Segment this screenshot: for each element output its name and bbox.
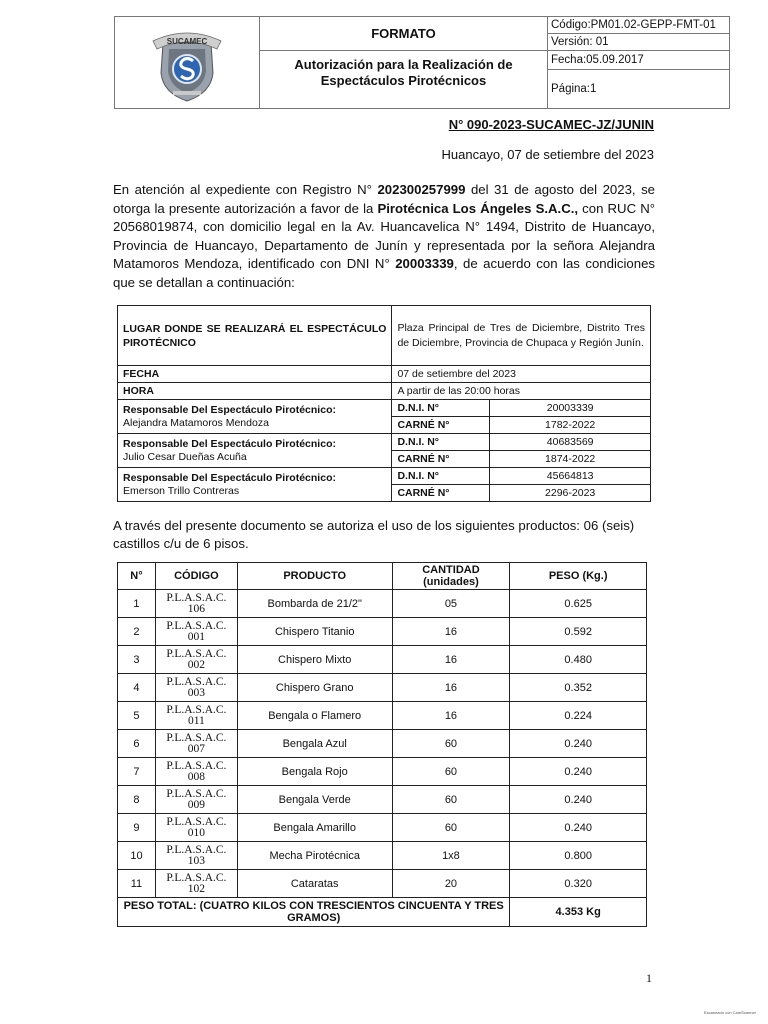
carne-label: CARNÉ N° (392, 451, 490, 468)
responsable-row (118, 400, 651, 417)
total-label: PESO TOTAL: (CUATRO KILOS CON TRESCIENTOS CINCUENTA Y TRES GRAMOS) (118, 898, 510, 927)
row-number: 6 (118, 730, 156, 758)
place-date: Huancayo, 07 de setiembre del 2023 (441, 147, 654, 162)
formato-label: FORMATO (260, 17, 547, 51)
product-weight: 0.352 (510, 674, 647, 702)
lugar-label: LUGAR DONDE SE REALIZARÁ EL ESPECTÁCULO PIROTÉCNICO (118, 306, 392, 366)
product-name: Bengala Azul (237, 730, 392, 758)
product-row (118, 646, 647, 674)
responsable-cell (118, 400, 392, 434)
version-text: Versión: 01 (548, 34, 729, 51)
col-header: N° (118, 563, 156, 590)
dni-value: 40683569 (490, 434, 651, 451)
paragraph-text: En atención al expediente con Registro N° (113, 182, 378, 197)
paragraph-text: , de acuerdo con las condiciones que se detallan a continuación: (113, 256, 656, 290)
total-row (118, 898, 647, 927)
lugar-value: Plaza Principal de Tres de Diciembre, Distrito Tres de Diciembre, Provincia de Chupaca y Región Junín. (392, 306, 651, 366)
responsable-name: Emerson Trillo Contreras (123, 484, 240, 497)
product-quantity: 60 (392, 814, 510, 842)
logo-text: SUCAMEC (166, 37, 208, 46)
row-number: 5 (118, 702, 156, 730)
product-weight: 0.240 (510, 786, 647, 814)
product-code: P.L.A.S.A.C. 008 (155, 758, 237, 786)
carne-label: CARNÉ N° (392, 417, 490, 434)
product-quantity: 20 (392, 870, 510, 898)
product-weight: 0.240 (510, 814, 647, 842)
row-number: 11 (118, 870, 156, 898)
product-weight: 0.224 (510, 702, 647, 730)
col-header: PESO (Kg.) (510, 563, 647, 590)
row-number: 1 (118, 590, 156, 618)
product-weight: 0.240 (510, 730, 647, 758)
product-row (118, 702, 647, 730)
product-code: P.L.A.S.A.C. 102 (155, 870, 237, 898)
product-code: P.L.A.S.A.C. 001 (155, 618, 237, 646)
product-name: Bengala o Flamero (237, 702, 392, 730)
company-name: Pirotécnica Los Ángeles S.A.C., (377, 200, 579, 216)
row-number: 7 (118, 758, 156, 786)
responsable-row (118, 434, 651, 451)
product-row (118, 870, 647, 898)
carne-label: CARNÉ N° (392, 485, 490, 502)
product-code: P.L.A.S.A.C. 002 (155, 646, 237, 674)
fecha-row (118, 366, 651, 383)
hora-row (118, 383, 651, 400)
header-title-cell (260, 17, 548, 108)
product-weight: 0.240 (510, 758, 647, 786)
col-header: CÓDIGO (155, 563, 237, 590)
responsable-cell (118, 434, 392, 468)
sucamec-logo (115, 17, 259, 108)
dni-label: D.N.I. N° (392, 468, 490, 485)
product-weight: 0.592 (510, 618, 647, 646)
products-table (117, 562, 647, 927)
responsable-name: Alejandra Matamoros Mendoza (123, 416, 269, 429)
dni-value: 45664813 (490, 468, 651, 485)
dni-value: 20003339 (490, 400, 651, 417)
dni-number: 20003339 (395, 256, 454, 271)
reference-number: N° 090-2023-SUCAMEC-JZ/JUNIN (448, 117, 654, 132)
fecha-value: 07 de setiembre del 2023 (392, 366, 651, 383)
document-title: Autorización para la Realización de Espectáculos Pirotécnicos (294, 57, 513, 88)
product-row (118, 786, 647, 814)
products-intro: A través del presente documento se autoriza el uso de los siguientes productos: 06 (seis) castillos c/u de 6 pisos. (113, 518, 635, 551)
product-quantity: 60 (392, 758, 510, 786)
product-quantity: 16 (392, 674, 510, 702)
col-header: PRODUCTO (237, 563, 392, 590)
carne-value: 1874-2022 (490, 451, 651, 468)
responsable-label: Responsable Del Espectáculo Pirotécnico: (123, 403, 336, 416)
product-row (118, 758, 647, 786)
pagina-text: Página:1 (551, 83, 597, 95)
product-quantity: 60 (392, 786, 510, 814)
product-code: P.L.A.S.A.C. 009 (155, 786, 237, 814)
event-info-table (117, 305, 651, 502)
fecha-text: Fecha:05.09.2017 (548, 51, 729, 70)
product-quantity: 16 (392, 702, 510, 730)
paragraph-text: del 31 de agosto del 2023, se otorga la presente autorización a favor de la (113, 182, 655, 216)
products-body (118, 590, 647, 898)
product-weight: 0.320 (510, 870, 647, 898)
product-name: Bengala Amarillo (237, 814, 392, 842)
product-code: P.L.A.S.A.C. 011 (155, 702, 237, 730)
row-number: 9 (118, 814, 156, 842)
logo-cell (115, 17, 260, 108)
hora-value: A partir de las 20:00 horas (392, 383, 651, 400)
lugar-row (118, 306, 651, 366)
product-row (118, 814, 647, 842)
responsable-name: Julio Cesar Dueñas Acuña (123, 450, 247, 463)
product-name: Mecha Pirotécnica (237, 842, 392, 870)
carne-value: 2296-2023 (490, 485, 651, 502)
codigo-text: Código:PM01.02-GEPP-FMT-01 (548, 17, 729, 34)
row-number: 10 (118, 842, 156, 870)
total-value: 4.353 Kg (510, 898, 647, 927)
registro-number: 202300257999 (377, 182, 466, 197)
product-name: Chispero Grano (237, 674, 392, 702)
product-code: P.L.A.S.A.C. 106 (155, 590, 237, 618)
product-name: Bengala Verde (237, 786, 392, 814)
product-name: Chispero Titanio (237, 618, 392, 646)
product-weight: 0.480 (510, 646, 647, 674)
row-number: 2 (118, 618, 156, 646)
product-row (118, 842, 647, 870)
page-number: 1 (646, 971, 652, 985)
product-row (118, 674, 647, 702)
product-row (118, 730, 647, 758)
product-row (118, 618, 647, 646)
dni-label: D.N.I. N° (392, 400, 490, 417)
responsable-row (118, 468, 651, 485)
product-code: P.L.A.S.A.C. 010 (155, 814, 237, 842)
carne-value: 1782-2022 (490, 417, 651, 434)
hora-label: HORA (118, 383, 392, 400)
product-code: P.L.A.S.A.C. 003 (155, 674, 237, 702)
product-weight: 0.800 (510, 842, 647, 870)
col-header: CANTIDAD (unidades) (392, 563, 510, 590)
product-code: P.L.A.S.A.C. 007 (155, 730, 237, 758)
header-meta-cell (548, 17, 729, 108)
product-name: Cataratas (237, 870, 392, 898)
product-quantity: 1x8 (392, 842, 510, 870)
product-quantity: 16 (392, 646, 510, 674)
row-number: 4 (118, 674, 156, 702)
product-name: Bombarda de 21/2" (237, 590, 392, 618)
row-number: 3 (118, 646, 156, 674)
intro-paragraph (113, 181, 655, 292)
scanner-watermark: Escaneado con CamScanner (703, 1010, 756, 1015)
product-quantity: 05 (392, 590, 510, 618)
responsable-label: Responsable Del Espectáculo Pirotécnico: (123, 437, 336, 450)
row-number: 8 (118, 786, 156, 814)
dni-label: D.N.I. N° (392, 434, 490, 451)
product-row (118, 590, 647, 618)
product-quantity: 16 (392, 618, 510, 646)
fecha-label: FECHA (118, 366, 392, 383)
product-quantity: 60 (392, 730, 510, 758)
product-name: Chispero Mixto (237, 646, 392, 674)
product-name: Bengala Rojo (237, 758, 392, 786)
document-header (114, 16, 730, 109)
product-weight: 0.625 (510, 590, 647, 618)
paragraph-text: con RUC N° 20568019874, con domicilio legal en la Av. Huancavelica N° 1494, Distrito de Huancayo, Provincia de Huancayo, Departamento de Junín y representada por la señora Alejandra Matamoros Mendoza, identificado con DNI N° (113, 200, 655, 271)
product-code: P.L.A.S.A.C. 103 (155, 842, 237, 870)
responsable-label: Responsable Del Espectáculo Pirotécnico: (123, 471, 336, 484)
products-header-row (118, 563, 647, 590)
responsable-cell (118, 468, 392, 502)
